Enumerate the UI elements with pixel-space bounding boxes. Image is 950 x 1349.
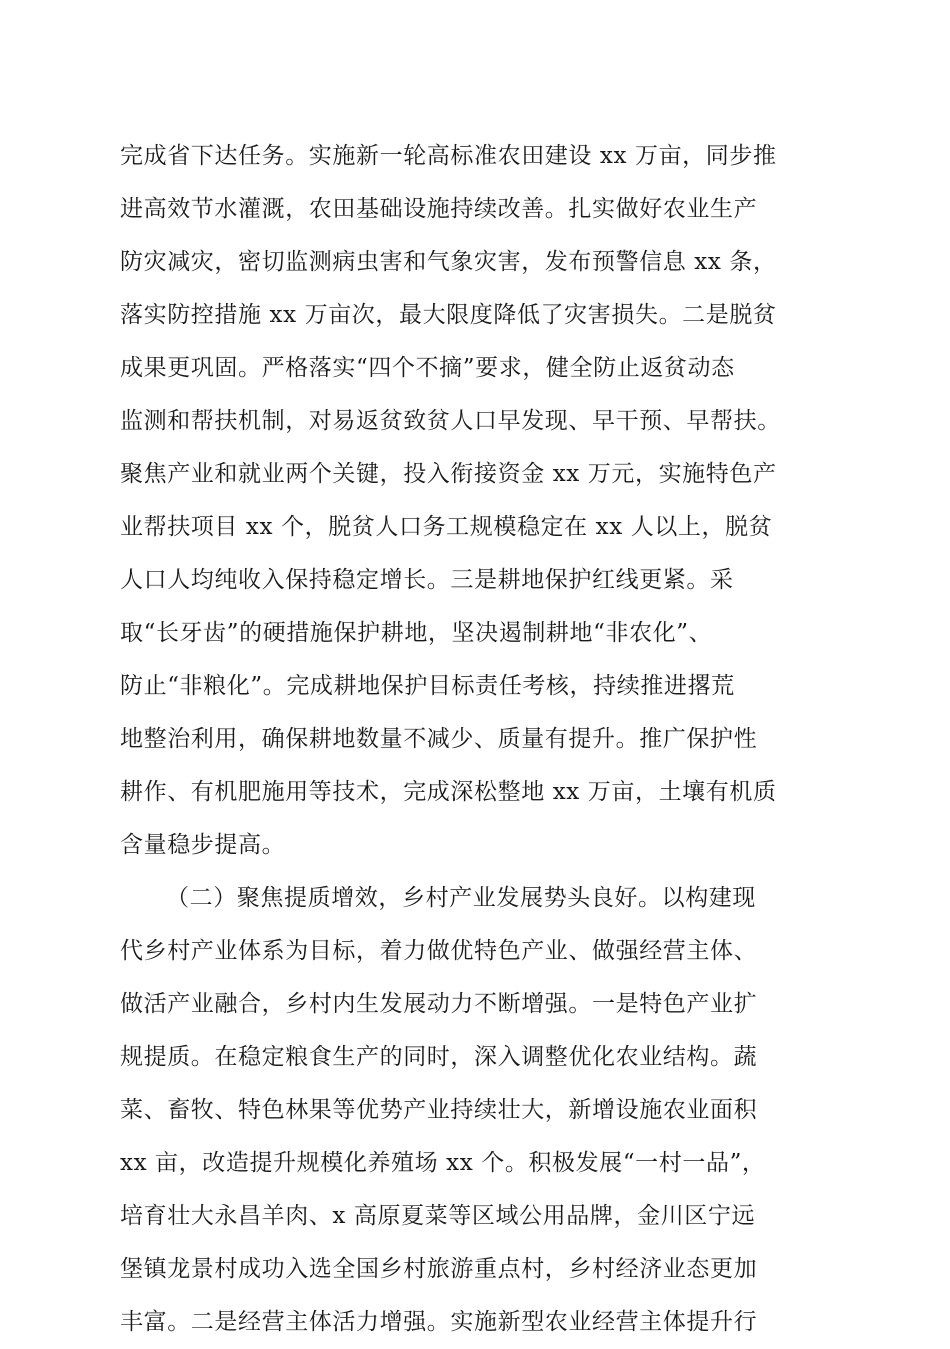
section-heading: （二）聚焦提质增效，乡村产业发展势头良好。: [166, 885, 662, 911]
paragraph-line: 完成省下达任务。实施新一轮高标准农田建设 xx 万亩，同步推: [120, 143, 777, 169]
paragraph-line: 取“长牙齿”的硬措施保护耕地，坚决遏制耕地“非农化”、: [120, 620, 713, 646]
paragraph-line: 代乡村产业体系为目标，着力做优特色产业、做强经营主体、: [120, 938, 758, 964]
paragraph-line: 落实防控措施 xx 万亩次，最大限度降低了灾害损失。二是脱贫: [120, 302, 777, 328]
paragraph-line: 规提质。在稳定粮食生产的同时，深入调整优化农业结构。蔬: [120, 1044, 758, 1070]
paragraph-line: 防灾减灾，密切监测病虫害和气象灾害，发布预警信息 xx 条，: [120, 249, 777, 275]
section-first-line: [120, 872, 840, 925]
paragraph-line: 耕作、有机肥施用等技术，完成深松整地 xx 万亩，土壤有机质: [120, 779, 777, 805]
document-body: [120, 130, 840, 1349]
paragraph-line: 丰富。二是经营主体活力增强。实施新型农业经营主体提升行: [120, 1309, 758, 1335]
paragraph-line: 防止“非粮化”。完成耕地保护目标责任考核，持续推进撂荒: [120, 673, 735, 699]
paragraph-line: 做活产业融合，乡村内生发展动力不断增强。一是特色产业扩: [120, 991, 758, 1017]
paragraph-line: 人口人均纯收入保持稳定增长。三是耕地保护红线更紧。采: [120, 567, 734, 593]
paragraph-line: 成果更巩固。严格落实“四个不摘”要求，健全防止返贫动态: [120, 355, 735, 381]
paragraph-line: 聚焦产业和就业两个关键，投入衔接资金 xx 万元，实施特色产: [120, 461, 777, 487]
paragraph-line: 监测和帮扶机制，对易返贫致贫人口早发现、早干预、早帮扶。: [120, 408, 781, 434]
paragraph-line: 含量稳步提高。: [120, 832, 286, 858]
section-first-line-text: 以构建现: [661, 885, 757, 911]
paragraph-line: 菜、畜牧、特色林果等优势产业持续壮大，新增设施农业面积: [120, 1097, 758, 1123]
paragraph-line: 地整治利用，确保耕地数量不减少、质量有提升。推广保护性: [120, 726, 758, 752]
paragraph-line: 培育壮大永昌羊肉、x 高原夏菜等区域公用品牌，金川区宁远: [120, 1203, 756, 1229]
paragraph-line: 堡镇龙景村成功入选全国乡村旅游重点村，乡村经济业态更加: [120, 1256, 758, 1282]
paragraph-line: 进高效节水灌溉，农田基础设施持续改善。扎实做好农业生产: [120, 196, 758, 222]
paragraph-line: xx 亩，改造提升规模化养殖场 xx 个。积极发展“一村一品”，: [120, 1150, 766, 1176]
paragraph-line: 业帮扶项目 xx 个，脱贫人口务工规模稳定在 xx 人以上，脱贫: [120, 514, 773, 540]
